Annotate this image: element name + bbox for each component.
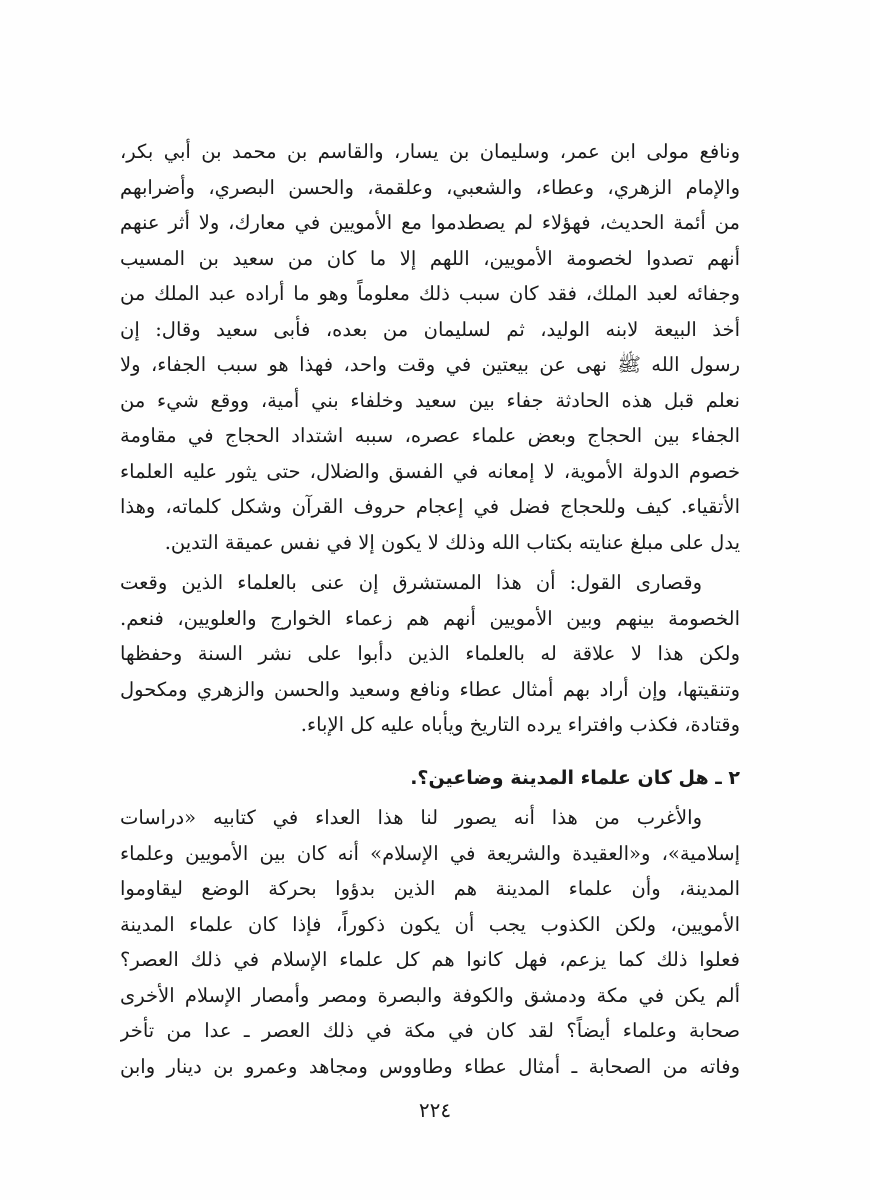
text-line: الجفاء بين الحجاج وبعض علماء عصره، سببه اشتداد الحجاج في مقاومة: [120, 424, 740, 447]
text-line: نعلم قبل هذه الحادثة جفاء بين سعيد وخلفاء بني أمية، ووقع شيء من: [120, 388, 740, 412]
text-line: الأمويين، ولكن الكذوب يجب أن يكون ذكوراً، فإذا كان علماء المدينة: [120, 912, 740, 936]
text-line: وقصارى القول: أن هذا المستشرق إن عنى بالعلماء الذين وقعت: [120, 571, 702, 594]
text-line: الخصومة بينهم وبين الأمويين أنهم هم زعماء الخوارج والعلويين، فنعم.: [120, 606, 740, 630]
text-line: والإمام الزهري، وعطاء، والشعبي، وعلقمة، والحسن البصري، وأضرابهم: [120, 175, 740, 199]
page-number: ٢٢٤: [418, 1098, 452, 1122]
paragraph-2: [120, 565, 740, 743]
text-line: وفاته من الصحابة ـ أمثال عطاء وطاووس ومجاهد وعمرو بن دينار وابن: [120, 1054, 740, 1078]
text-line: وتنقيتها، وإن أراد بهم أمثال عطاء ونافع وسعيد والحسن والزهري ومكحول: [120, 677, 740, 701]
text-line: رسول الله ﷺ نهى عن بيعتين في وقت واحد، فهذا هو سبب الجفاء، ولا: [120, 353, 740, 376]
text-line: الأتقياء. كيف وللحجاج فضل في إعجام حروف القرآن وشكل كلماته، وهذا: [120, 495, 740, 518]
section-heading: ٢ ـ هل كان علماء المدينة وضاعين؟.: [410, 767, 740, 789]
text-line: أنهم تصدوا لخصومة الأمويين، اللهم إلا ما كان من سعيد بن المسيب: [120, 246, 740, 270]
text-line: من أئمة الحديث، فهؤلاء لم يصطدموا مع الأمويين في معارك، ولا أثر عنهم: [120, 211, 740, 234]
text-line: والأغرب من هذا أنه يصور لنا هذا العداء في كتابيه «دراسات: [120, 806, 702, 829]
text-line: وقتادة، فكذب وافتراء يرده التاريخ ويأباه عليه كل الإباء.: [300, 713, 740, 736]
text-line: المدينة، وأن علماء المدينة هم الذين بدؤوا بحركة الوضع ليقاوموا: [120, 877, 740, 900]
text-line: ونافع مولى ابن عمر، وسليمان بن يسار، والقاسم بن محمد بن أبي بكر،: [120, 140, 740, 163]
text-line: ألم يكن في مكة ودمشق والكوفة والبصرة ومصر وأمصار الإسلام الأخرى: [120, 983, 740, 1007]
text-line: صحابة وعلماء أيضاً؟ لقد كان في مكة في ذلك العصر ـ عدا من تأخر: [120, 1019, 740, 1042]
text-line: خصوم الدولة الأموية، لا إمعانه في الفسق والضلال، حتى يثور عليه العلماء: [120, 459, 740, 483]
text-line: يدل على مبلغ عنايته بكتاب الله وذلك لا يكون إلا في نفس عميقة التدين.: [164, 530, 740, 554]
text-line: أخذ البيعة لابنه الوليد، ثم لسليمان من بعده، فأبى سعيد وقال: إن: [120, 317, 740, 341]
text-line: وجفائه لعبد الملك، فقد كان سبب ذلك معلوماً وهو ما أراده عبد الملك من: [120, 282, 740, 305]
text-line: ولكن هذا لا علاقة له بالعلماء الذين دأبوا على نشر السنة وحفظها: [120, 642, 740, 665]
paragraph-3: [120, 800, 740, 1084]
text-line: إسلامية»، و«العقيدة والشريعة في الإسلام» أنه كان بين الأمويين وعلماء: [120, 841, 740, 865]
paragraph-1: [120, 134, 740, 560]
text-line: فعلوا ذلك كما يزعم، فهل كانوا هم كل علماء الإسلام في ذلك العصر؟: [120, 948, 740, 971]
